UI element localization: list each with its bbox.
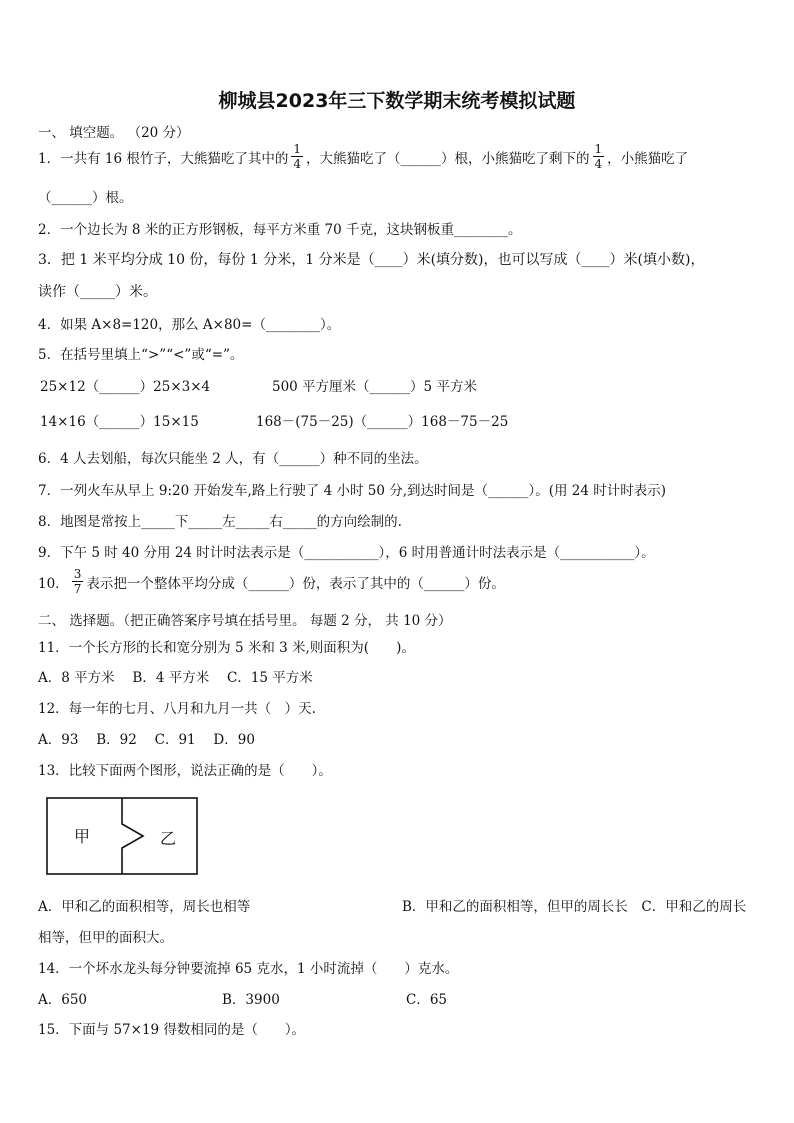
question-5-item-4: 168－(75－25)（______）168－75－25 bbox=[256, 414, 509, 430]
question-15: 15．下面与 57×19 得数相同的是（ ）。 bbox=[38, 1022, 306, 1038]
section-heading-fill-in: 一、 填空题。 （20 分） bbox=[38, 125, 190, 141]
question-9: 9．下午 5 时 40 分用 24 时计时法表示是（___________），6 时用普通计时法表示是（___________）。 bbox=[38, 545, 655, 561]
question-4: 4．如果 A×8=120，那么 A×80=（________）。 bbox=[38, 317, 341, 333]
question-5-item-2: 500 平方厘米（______）5 平方米 bbox=[272, 379, 477, 395]
two-shapes-diagram bbox=[46, 797, 200, 877]
question-5: 5．在括号里填上“>”“<”或“=”。 bbox=[38, 347, 244, 363]
question-14-option-b: B．3900 bbox=[222, 992, 280, 1008]
divider-line bbox=[122, 798, 143, 874]
fraction-one-quarter-2: $\frac{1}{4}$ bbox=[594, 142, 603, 171]
question-1-text-a: 1．一共有 16 根竹子，大熊猫吃了其中的 bbox=[38, 150, 289, 167]
question-11: 11．一个长方形的长和宽分别为 5 米和 3 米,则面积为( )。 bbox=[38, 640, 415, 656]
question-3: 3．把 1 米平均分成 10 份，每份 1 分米，1 分米是（____）米(填分数)，也可以写成（____）米(填小数)， bbox=[38, 252, 705, 268]
question-10-number: 10． bbox=[38, 575, 69, 592]
fraction-one-quarter: $\frac{1}{4}$ bbox=[293, 142, 301, 171]
question-10 bbox=[38, 567, 505, 596]
question-12-options: A．93 B．92 C．91 D．90 bbox=[38, 732, 255, 748]
question-1 bbox=[38, 142, 688, 171]
fraction-three-sevenths: $\frac{3}{7}$ bbox=[73, 567, 82, 596]
question-13-figure bbox=[46, 797, 200, 881]
question-8: 8．地图是常按上_____下_____左_____右_____的方向绘制的. bbox=[38, 514, 402, 530]
page-title: 柳城县2023年三下数学期末统考模拟试题 bbox=[218, 90, 576, 112]
question-13-option-a: A．甲和乙的面积相等，周长也相等 bbox=[38, 899, 251, 915]
question-13-option-bc: B．甲和乙的面积相等，但甲的周长长 C．甲和乙的周长 bbox=[402, 899, 747, 915]
question-12: 12．每一年的七月、八月和九月一共（ ）天. bbox=[38, 701, 316, 717]
shape-label-jia: 甲 bbox=[74, 827, 91, 846]
question-1-text-b: ，大熊猫吃了（______）根，小熊猫吃了剩下的 bbox=[306, 150, 590, 167]
question-5-item-1: 25×12（______）25×3×4 bbox=[40, 379, 211, 395]
question-6: 6．4 人去划船，每次只能坐 2 人，有（______）种不同的坐法。 bbox=[38, 451, 428, 467]
question-1-continued: （______）根。 bbox=[38, 190, 133, 206]
question-13-option-c-continued: 相等，但甲的面积大。 bbox=[38, 930, 173, 946]
question-2: 2．一个边长为 8 米的正方形钢板，每平方米重 70 千克，这块钢板重________。 bbox=[38, 222, 522, 238]
question-14-option-a: A．650 bbox=[38, 992, 88, 1008]
question-14: 14．一个坏水龙头每分钟要流掉 65 克水，1 小时流掉（ ）克水。 bbox=[38, 961, 459, 977]
question-7: 7．一列火车从早上 9:20 开始发车,路上行驶了 4 小时 50 分,到达时间是（______）。(用 24 时计时表示) bbox=[38, 483, 667, 499]
question-11-options: A．8 平方米 B．4 平方米 C．15 平方米 bbox=[38, 670, 313, 686]
question-13: 13．比较下面两个图形，说法正确的是（ ）。 bbox=[38, 763, 332, 779]
question-10-text: 表示把一个整体平均分成（______）份，表示了其中的（______）份。 bbox=[86, 575, 505, 592]
section-heading-multiple-choice: 二、 选择题。（把正确答案序号填在括号里。 每题 2 分， 共 10 分） bbox=[38, 613, 452, 629]
question-3-continued: 读作（_____）米。 bbox=[38, 284, 157, 300]
question-1-text-c: ，小熊猫吃了 bbox=[607, 150, 689, 167]
shape-label-yi: 乙 bbox=[160, 829, 177, 848]
question-5-item-3: 14×16（______）15×15 bbox=[40, 414, 199, 430]
question-14-option-c: C．65 bbox=[406, 992, 448, 1008]
